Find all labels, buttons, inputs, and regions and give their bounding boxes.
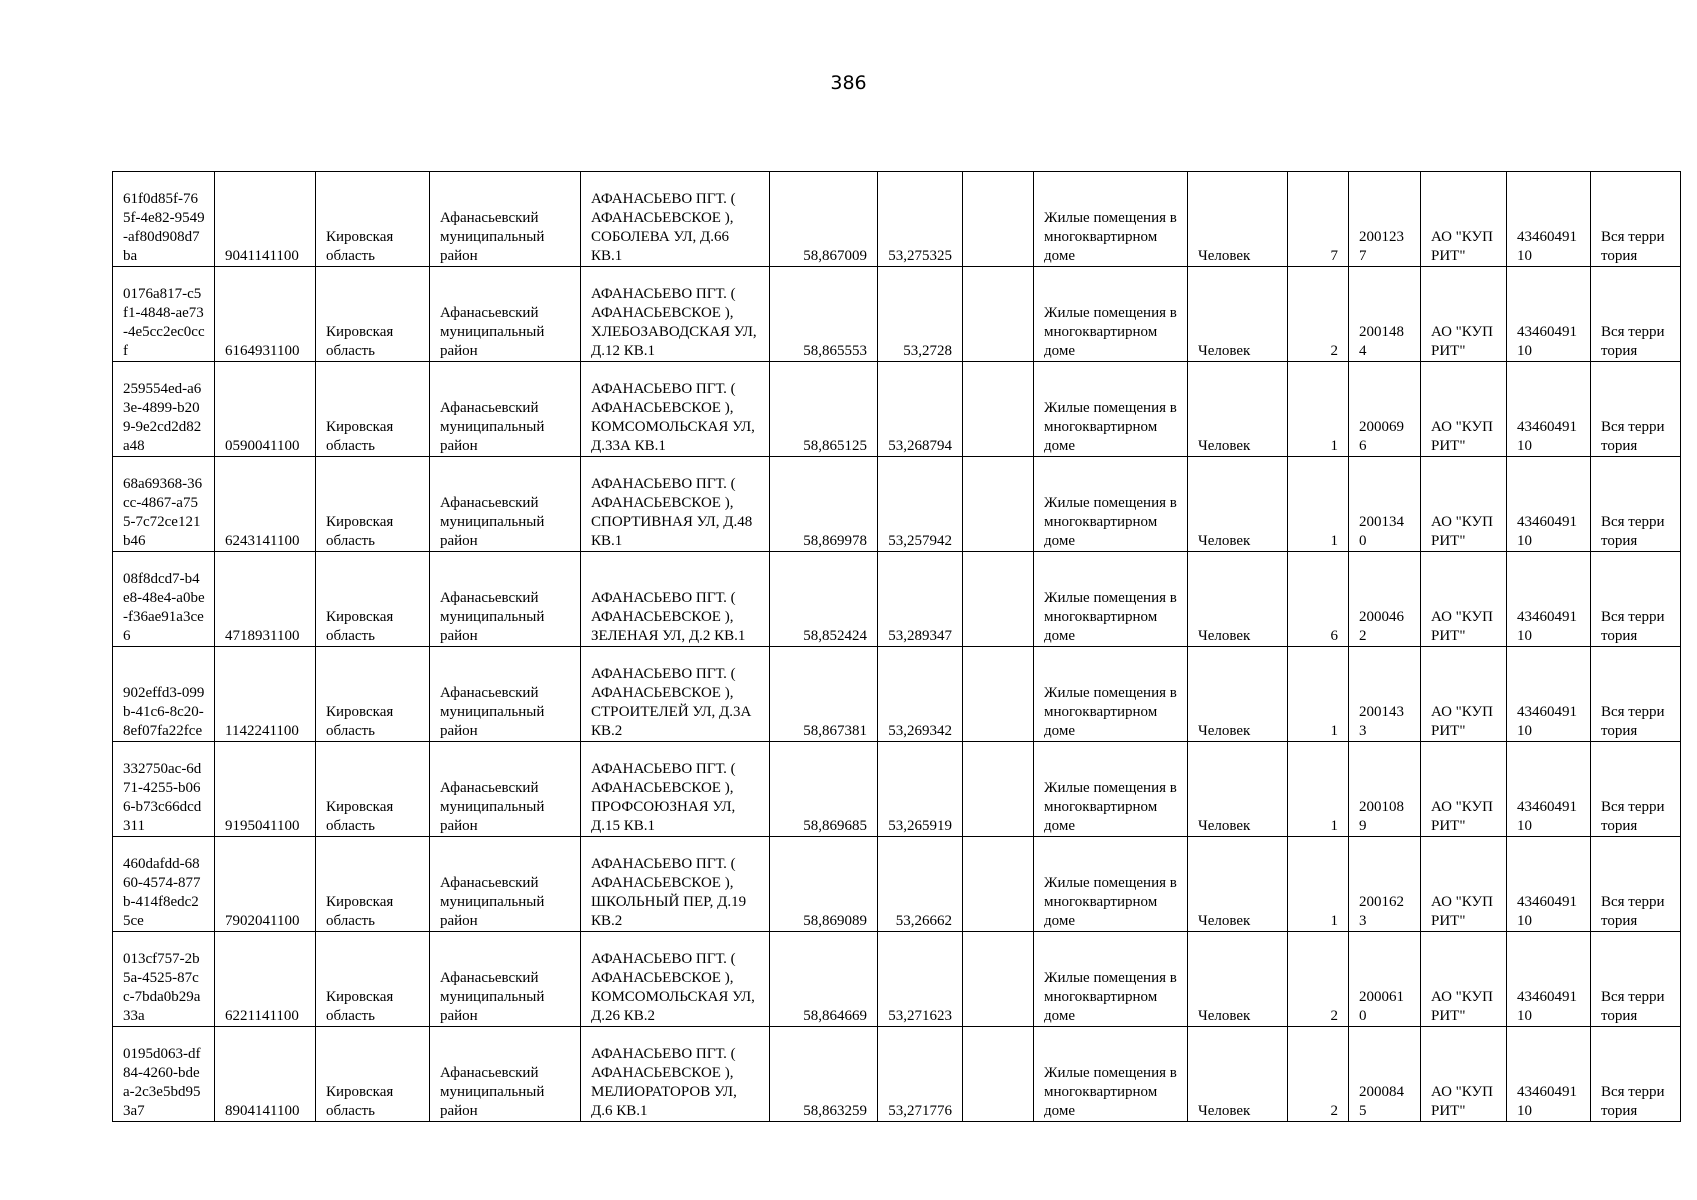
table-row [113,267,1681,362]
cell-inn: 4346049110 [1507,362,1591,457]
cell-empty [963,362,1034,457]
cell-latitude: 58,864669 [770,932,878,1027]
cell-region: Кировская область [316,837,430,932]
cell-inn: 4346049110 [1507,172,1591,267]
cell-inn: 4346049110 [1507,457,1591,552]
cell-reference: 2000462 [1349,552,1421,647]
cell-longitude: 53,269342 [878,647,963,742]
cell-reference: 2000696 [1349,362,1421,457]
cell-district: Афанасьевский муниципальный район [430,837,581,932]
cell-count: 1 [1288,647,1349,742]
cell-premises-type: Жилые помещения в многоквартирном доме [1034,647,1188,742]
cell-code: 9041141100 [215,172,316,267]
cell-organization: АО "КУПРИТ" [1421,647,1507,742]
cell-district: Афанасьевский муниципальный район [430,1027,581,1122]
cell-code: 0590041100 [215,362,316,457]
cell-latitude: 58,852424 [770,552,878,647]
cell-latitude: 58,869685 [770,742,878,837]
cell-organization: АО "КУПРИТ" [1421,362,1507,457]
cell-organization: АО "КУПРИТ" [1421,1027,1507,1122]
cell-unit: Человек [1188,1027,1288,1122]
cell-unit: Человек [1188,837,1288,932]
cell-count: 1 [1288,457,1349,552]
cell-code: 6164931100 [215,267,316,362]
cell-reference: 2001340 [1349,457,1421,552]
cell-latitude: 58,865553 [770,267,878,362]
cell-latitude: 58,867381 [770,647,878,742]
cell-premises-type: Жилые помещения в многоквартирном доме [1034,837,1188,932]
cell-territory: Вся территория [1591,552,1681,647]
cell-reference: 2001623 [1349,837,1421,932]
cell-unit: Человек [1188,647,1288,742]
cell-premises-type: Жилые помещения в многоквартирном доме [1034,932,1188,1027]
cell-address: АФАНАСЬЕВО ПГТ. ( АФАНАСЬЕВСКОЕ ), ШКОЛЬНЫЙ ПЕР, Д.19 КВ.2 [581,837,770,932]
cell-empty [963,742,1034,837]
cell-unit: Человек [1188,172,1288,267]
cell-district: Афанасьевский муниципальный район [430,932,581,1027]
cell-premises-type: Жилые помещения в многоквартирном доме [1034,1027,1188,1122]
cell-count: 2 [1288,267,1349,362]
cell-longitude: 53,271776 [878,1027,963,1122]
cell-count: 6 [1288,552,1349,647]
cell-id: 259554ed-a63e-4899-b209-9e2cd2d82a48 [113,362,215,457]
cell-region: Кировская область [316,742,430,837]
cell-territory: Вся территория [1591,1027,1681,1122]
cell-longitude: 53,2728 [878,267,963,362]
cell-empty [963,647,1034,742]
cell-region: Кировская область [316,172,430,267]
cell-territory: Вся территория [1591,932,1681,1027]
cell-unit: Человек [1188,267,1288,362]
cell-empty [963,837,1034,932]
cell-premises-type: Жилые помещения в многоквартирном доме [1034,267,1188,362]
cell-empty [963,267,1034,362]
cell-district: Афанасьевский муниципальный район [430,552,581,647]
cell-longitude: 53,26662 [878,837,963,932]
cell-organization: АО "КУПРИТ" [1421,172,1507,267]
cell-count: 1 [1288,837,1349,932]
cell-count: 1 [1288,362,1349,457]
cell-region: Кировская область [316,1027,430,1122]
cell-organization: АО "КУПРИТ" [1421,742,1507,837]
cell-empty [963,552,1034,647]
cell-longitude: 53,265919 [878,742,963,837]
cell-empty [963,457,1034,552]
table-row [113,837,1681,932]
cell-region: Кировская область [316,552,430,647]
table-row [113,932,1681,1027]
cell-id: 68a69368-36cc-4867-a755-7c72ce121b46 [113,457,215,552]
cell-premises-type: Жилые помещения в многоквартирном доме [1034,552,1188,647]
registry-table [112,171,1681,1122]
cell-reference: 2000845 [1349,1027,1421,1122]
cell-inn: 4346049110 [1507,932,1591,1027]
cell-organization: АО "КУПРИТ" [1421,552,1507,647]
cell-district: Афанасьевский муниципальный район [430,742,581,837]
cell-count: 1 [1288,742,1349,837]
cell-longitude: 53,271623 [878,932,963,1027]
cell-unit: Человек [1188,457,1288,552]
cell-code: 1142241100 [215,647,316,742]
cell-id: 332750ac-6d71-4255-b066-b73c66dcd311 [113,742,215,837]
cell-reference: 2000610 [1349,932,1421,1027]
cell-region: Кировская область [316,647,430,742]
cell-count: 2 [1288,932,1349,1027]
cell-unit: Человек [1188,932,1288,1027]
cell-id: 460dafdd-6860-4574-877b-414f8edc25ce [113,837,215,932]
cell-region: Кировская область [316,267,430,362]
cell-empty [963,1027,1034,1122]
cell-id: 0176a817-c5f1-4848-ae73-4e5cc2ec0ccf [113,267,215,362]
cell-code: 7902041100 [215,837,316,932]
cell-organization: АО "КУПРИТ" [1421,932,1507,1027]
cell-code: 8904141100 [215,1027,316,1122]
cell-territory: Вся территория [1591,837,1681,932]
cell-count: 7 [1288,172,1349,267]
cell-latitude: 58,869978 [770,457,878,552]
cell-district: Афанасьевский муниципальный район [430,172,581,267]
cell-unit: Человек [1188,742,1288,837]
cell-code: 6221141100 [215,932,316,1027]
cell-latitude: 58,863259 [770,1027,878,1122]
cell-territory: Вся территория [1591,742,1681,837]
cell-inn: 4346049110 [1507,647,1591,742]
cell-district: Афанасьевский муниципальный район [430,647,581,742]
cell-premises-type: Жилые помещения в многоквартирном доме [1034,742,1188,837]
cell-id: 013cf757-2b5a-4525-87cc-7bda0b29a33a [113,932,215,1027]
cell-empty [963,172,1034,267]
cell-territory: Вся территория [1591,172,1681,267]
cell-reference: 2001433 [1349,647,1421,742]
cell-territory: Вся территория [1591,457,1681,552]
cell-unit: Человек [1188,362,1288,457]
cell-code: 6243141100 [215,457,316,552]
cell-address: АФАНАСЬЕВО ПГТ. ( АФАНАСЬЕВСКОЕ ), МЕЛИОРАТОРОВ УЛ, Д.6 КВ.1 [581,1027,770,1122]
cell-code: 9195041100 [215,742,316,837]
cell-longitude: 53,268794 [878,362,963,457]
cell-address: АФАНАСЬЕВО ПГТ. ( АФАНАСЬЕВСКОЕ ), СОБОЛЕВА УЛ, Д.66 КВ.1 [581,172,770,267]
cell-code: 4718931100 [215,552,316,647]
cell-address: АФАНАСЬЕВО ПГТ. ( АФАНАСЬЕВСКОЕ ), ПРОФСОЮЗНАЯ УЛ, Д.15 КВ.1 [581,742,770,837]
cell-address: АФАНАСЬЕВО ПГТ. ( АФАНАСЬЕВСКОЕ ), ХЛЕБОЗАВОДСКАЯ УЛ, Д.12 КВ.1 [581,267,770,362]
cell-address: АФАНАСЬЕВО ПГТ. ( АФАНАСЬЕВСКОЕ ), СТРОИТЕЛЕЙ УЛ, Д.3А КВ.2 [581,647,770,742]
cell-longitude: 53,257942 [878,457,963,552]
cell-territory: Вся территория [1591,647,1681,742]
cell-id: 08f8dcd7-b4e8-48e4-a0be-f36ae91a3ce6 [113,552,215,647]
cell-address: АФАНАСЬЕВО ПГТ. ( АФАНАСЬЕВСКОЕ ), КОМСОМОЛЬСКАЯ УЛ, Д.33А КВ.1 [581,362,770,457]
cell-latitude: 58,865125 [770,362,878,457]
cell-reference: 2001089 [1349,742,1421,837]
cell-inn: 4346049110 [1507,552,1591,647]
table-row [113,1027,1681,1122]
cell-latitude: 58,869089 [770,837,878,932]
cell-latitude: 58,867009 [770,172,878,267]
cell-address: АФАНАСЬЕВО ПГТ. ( АФАНАСЬЕВСКОЕ ), ЗЕЛЕНАЯ УЛ, Д.2 КВ.1 [581,552,770,647]
table-row [113,552,1681,647]
cell-premises-type: Жилые помещения в многоквартирном доме [1034,172,1188,267]
cell-territory: Вся территория [1591,362,1681,457]
page-number: 386 [830,72,867,94]
cell-longitude: 53,289347 [878,552,963,647]
cell-inn: 4346049110 [1507,837,1591,932]
cell-unit: Человек [1188,552,1288,647]
table-row [113,742,1681,837]
registry-rows [113,172,1681,1122]
cell-district: Афанасьевский муниципальный район [430,267,581,362]
cell-id: 61f0d85f-765f-4e82-9549-af80d908d7ba [113,172,215,267]
cell-longitude: 53,275325 [878,172,963,267]
cell-district: Афанасьевский муниципальный район [430,457,581,552]
cell-organization: АО "КУПРИТ" [1421,457,1507,552]
cell-reference: 2001484 [1349,267,1421,362]
cell-address: АФАНАСЬЕВО ПГТ. ( АФАНАСЬЕВСКОЕ ), КОМСОМОЛЬСКАЯ УЛ, Д.26 КВ.2 [581,932,770,1027]
table-row [113,457,1681,552]
table-row [113,647,1681,742]
cell-inn: 4346049110 [1507,267,1591,362]
cell-premises-type: Жилые помещения в многоквартирном доме [1034,457,1188,552]
cell-empty [963,932,1034,1027]
cell-district: Афанасьевский муниципальный район [430,362,581,457]
cell-region: Кировская область [316,932,430,1027]
cell-territory: Вся территория [1591,267,1681,362]
cell-id: 0195d063-df84-4260-bdea-2c3e5bd953a7 [113,1027,215,1122]
cell-organization: АО "КУПРИТ" [1421,837,1507,932]
cell-id: 902effd3-099b-41c6-8c20-8ef07fa22fce [113,647,215,742]
cell-region: Кировская область [316,362,430,457]
cell-premises-type: Жилые помещения в многоквартирном доме [1034,362,1188,457]
cell-region: Кировская область [316,457,430,552]
table-row [113,362,1681,457]
cell-inn: 4346049110 [1507,1027,1591,1122]
cell-reference: 2001237 [1349,172,1421,267]
cell-inn: 4346049110 [1507,742,1591,837]
cell-address: АФАНАСЬЕВО ПГТ. ( АФАНАСЬЕВСКОЕ ), СПОРТИВНАЯ УЛ, Д.48 КВ.1 [581,457,770,552]
table-row [113,172,1681,267]
cell-organization: АО "КУПРИТ" [1421,267,1507,362]
cell-count: 2 [1288,1027,1349,1122]
